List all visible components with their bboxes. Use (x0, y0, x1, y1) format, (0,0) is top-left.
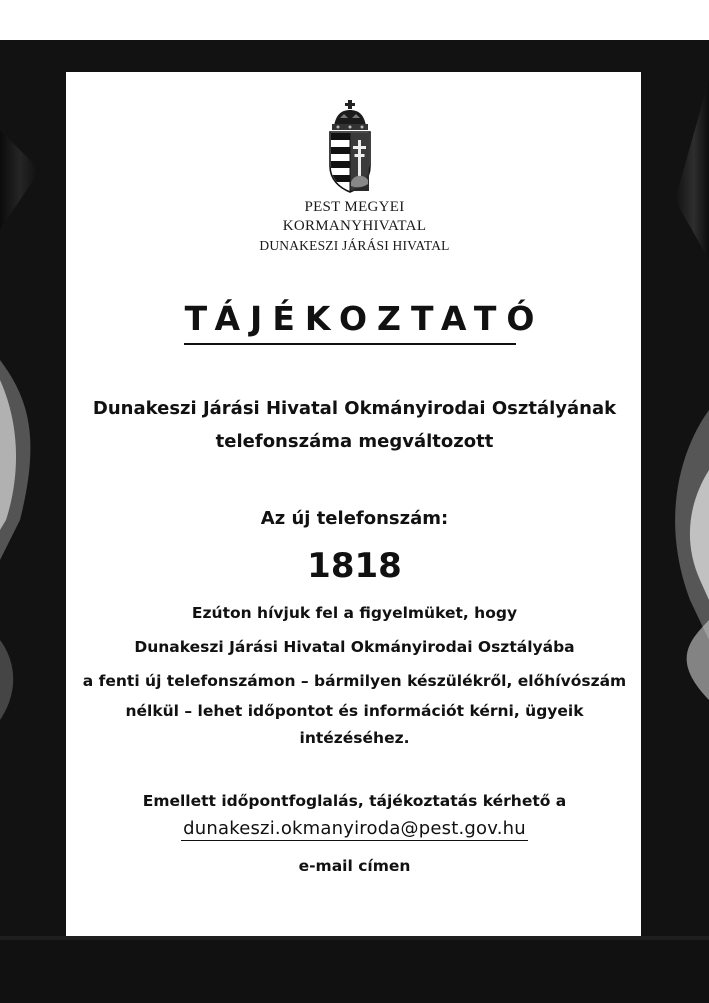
paragraph-line-2: Dunakeszi Járási Hivatal Okmányirodai Osztályába (134, 638, 575, 656)
new-number-label: Az új telefonszám: (260, 508, 449, 529)
headline-line-2: telefonszáma megváltozott (215, 431, 494, 452)
organization-line-1: PEST MEGYEI (304, 199, 405, 215)
paragraph-line-4: nélkül – lehet időpontot és információt kérni, ügyeik (125, 702, 584, 720)
organization-line-3: DUNAKESZI JÁRÁSI HIVATAL (259, 238, 450, 253)
paragraph-line-1: Ezúton hívjuk fel a figyelmüket, hogy (191, 604, 518, 622)
email-link-row (0, 818, 709, 839)
organization-line-2: KORMANYHIVATAL (282, 218, 427, 234)
title-underline (184, 343, 516, 345)
hungarian-coat-of-arms-icon (326, 100, 374, 196)
email-suffix-line: e-mail címen (298, 857, 411, 875)
page-title: TÁJÉKOZTATÓ (184, 299, 545, 338)
headline-line-1: Dunakeszi Járási Hivatal Okmányirodai Osztályának (92, 398, 617, 419)
email-intro-line: Emellett időpontfoglalás, tájékoztatás kérhető a (142, 792, 567, 810)
email-link[interactable]: dunakeszi.okmanyiroda@pest.gov.hu (183, 818, 526, 839)
paragraph-line-5: intézéséhez. (299, 729, 410, 747)
new-phone-number: 1818 (307, 546, 402, 586)
paragraph-line-3: a fenti új telefonszámon – bármilyen készülékről, előhívószám (82, 672, 627, 690)
